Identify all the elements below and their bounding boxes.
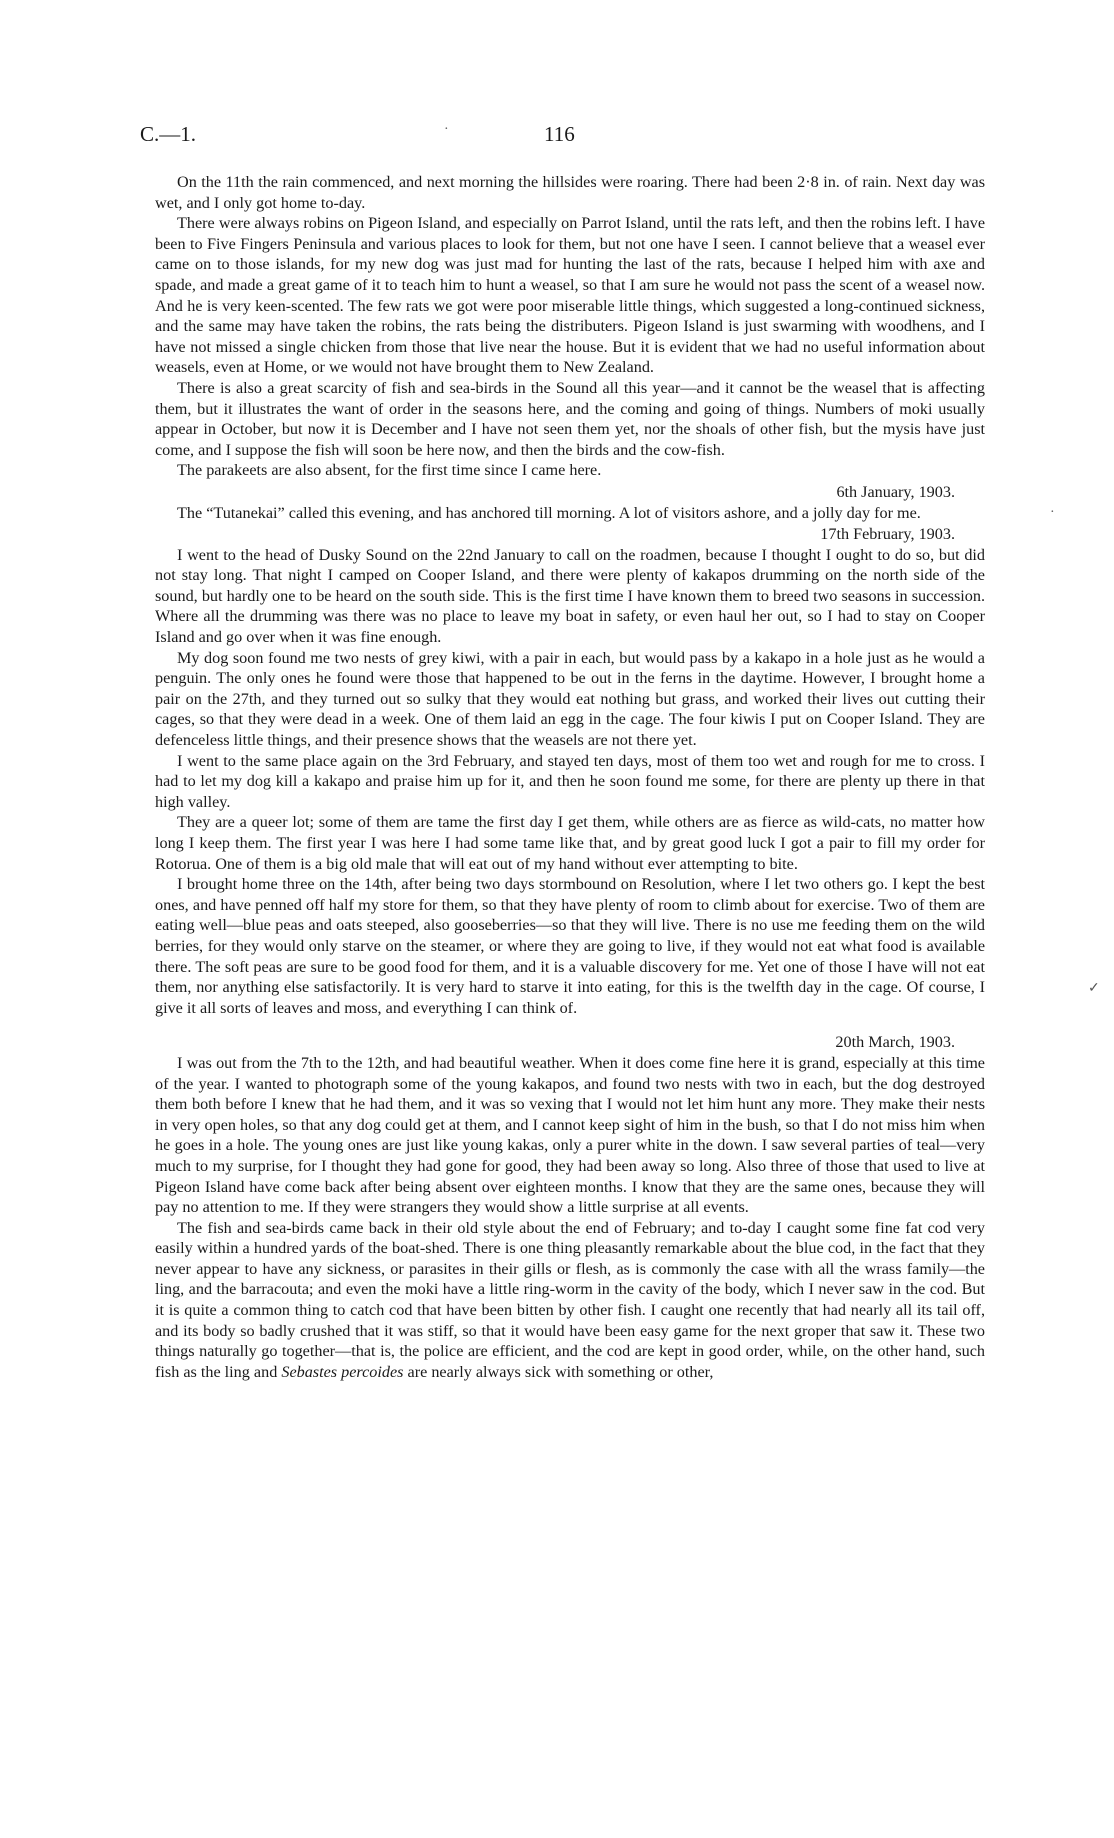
body-paragraph: They are a queer lot; some of them are tame the first day I get them, while others are as fierce as wild-cats, no matter how long I keep them. The first year I was here I had some tame like that, and by great good luck I got a pair to fill my order for Rotorua. One of them is a big old male that will eat out of my hand without ever attempting to bite.	[155, 813, 985, 873]
page-header	[140, 122, 990, 152]
page-number: 116	[544, 122, 575, 146]
scan-speck: ·	[444, 122, 449, 137]
document-reference: C.—1.	[140, 122, 197, 146]
body-paragraph: There is also a great scarcity of fish and sea-birds in the Sound all this year—and it cannot be the weasel that is affecting them, but it illustrates the want of order in the seasons here, and the coming and going of things. Numbers of moki usually appear in October, but now it is December and I have not seen them yet, nor the shoals of other fish, but the mysis have just come, and I suppose the fish will soon be here now, and then the birds and the cow-fish.	[155, 378, 985, 459]
entry-date: 6th January, 1903.	[836, 482, 955, 501]
scan-speck: ·	[1050, 505, 1055, 520]
body-paragraph: I was out from the 7th to the 12th, and had beautiful weather. When it does come fine here it is grand, especially at this time of the year. I wanted to photograph some of the young kakapos, and found two nests with two in each, but the dog destroyed them both before I knew that he had them, and it was so vexing that I would not let him hunt any more. They make their nests in very open holes, so that any dog could get at them, and I cannot keep sight of him in the bush, so that I do not miss him when he goes in a hole. The young ones are just like young kakas, only a purer white in the down. I saw several parties of teal—very much to my surprise, for I thought they had gone for good, they had been away so long. Also three of those that used to live at Pigeon Island have come back after being absent over eighteen months. I know that they are the same ones, because they will pay no attention to me. If they were strangers they would show a little surprise at all events.	[155, 1053, 985, 1217]
margin-tick-mark: ✓	[1088, 981, 1100, 996]
entry-date: 17th February, 1903.	[820, 525, 955, 544]
body-paragraph: There were always robins on Pigeon Island, and especially on Parrot Island, until the rats left, and then the robins left. I have been to Five Fingers Peninsula and various places to look for them, but not one have I seen. I cannot believe that a weasel ever came on to those islands, for my new dog was just mad for hunting the last of the rats, because I helped him with axe and spade, and made a great game of it to teach him to hunt a weasel, so that I am sure he would not pass the scent of a weasel now. And he is very keen-scented. The few rats we got were poor miserable little things, which suggested a long-continued sickness, and the same may have taken the robins, the rats being the distributers. Pigeon Island is just swarming with woodhens, and I have not missed a single chicken from those that live near the house. But it is evident that we had no useful information about weasels, even at Home, or we would not have brought them to New Zealand.	[155, 214, 985, 377]
body-paragraph: I brought home three on the 14th, after being two days stormbound on Resolution, where I let two others go. I kept the best ones, and have penned off half my store for them, so that they have plenty of room to climb about for exercise. Two of them are eating well—blue peas and oats steeped, also gooseberries—so that they will live. There is no use me feeding them on the wild berries, for they would only starve on the steamer, or where they are going to live, if they would not eat what food is available there. The soft peas are sure to be good food for them, and it is a valuable discovery for me. Yet one of those I have will not eat them, nor anything else satisfactorily. It is very hard to starve it into eating, for this is the twelfth day in the cage. Of course, I give it all sorts of leaves and moss, and everything I can think of.	[155, 875, 985, 1017]
body-paragraph: The fish and sea-birds came back in their old style about the end of February; and to-day I caught some fine fat cod very easily within a hundred yards of the boat-shed. There is one thing pleasantly remarkable about the blue cod, in the fact that they never appear to have any sickness, or parasites in their gills or flesh, as is commonly the case with all the wrass family—the ling, and the barracouta; and even the moki have a little ring-worm in the cavity of the body, which I never saw in the cod. But it is quite a common thing to catch cod that have been bitten by other fish. I caught one recently that had nearly all its tail off, and its body so badly crushed that it was stiff, so that it would have been easy game for the next groper that saw it. These two things naturally go together—that is, the police are efficient, and the cod are kept in good order, while, on the other hand, such fish as the ling and Sebastes percoides are nearly always sick with something or other,	[155, 1218, 985, 1381]
body-paragraph: The “Tutanekai” called this evening, and has anchored till morning. A lot of visitors ashore, and a jolly day for me.	[177, 503, 921, 522]
species-name: Sebastes percoides	[281, 1362, 404, 1381]
body-paragraph: On the 11th the rain commenced, and next morning the hillsides were roaring. There had been 2·8 in. of rain. Next day was wet, and I only got home to-day.	[155, 173, 985, 212]
body-paragraph: I went to the head of Dusky Sound on the 22nd January to call on the roadmen, because I thought I ought to do so, but did not stay long. That night I camped on Cooper Island, and there were plenty of kakapos drumming on the north side of the sound, but hardly one to be heard on the south side. This is the first time I have known them to breed two seasons in succession. Where all the drumming was there was no place to leave my boat in safety, or even haul her out, so I had to stay on Cooper Island and go over when it was fine enough.	[155, 545, 985, 647]
body-paragraph: The parakeets are also absent, for the first time since I came here.	[177, 461, 602, 480]
entry-date: 20th March, 1903.	[835, 1033, 955, 1052]
body-paragraph: I went to the same place again on the 3rd February, and stayed ten days, most of them too wet and rough for me to cross. I had to let my dog kill a kakapo and praise him up for it, and then he soon found me some, for there are plenty up there in that high valley.	[155, 751, 985, 811]
body-paragraph: My dog soon found me two nests of grey kiwi, with a pair in each, but would pass by a kakapo in a hole just as he would a penguin. The only ones he found were those that happened to be out in the ferns in the daytime. However, I brought home a pair on the 27th, and they turned out so sulky that they would eat nothing but grass, and worked their lives out cutting their cages, so that they were dead in a week. One of them laid an egg in the cage. The four kiwis I put on Cooper Island. They are defenceless little things, and their presence shows that the weasels are not there yet.	[155, 648, 985, 750]
document-body	[155, 172, 985, 1382]
